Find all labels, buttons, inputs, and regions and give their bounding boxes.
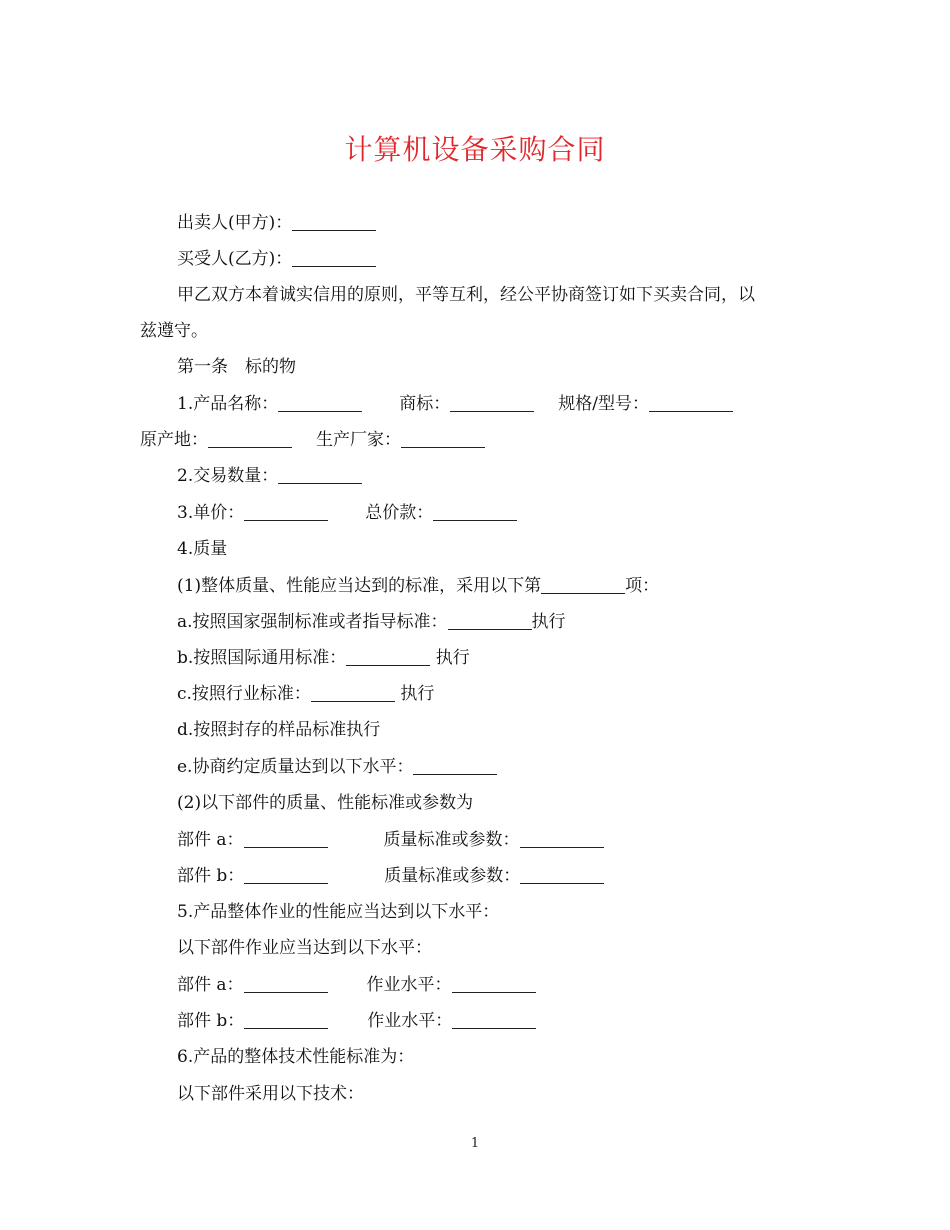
intro-line-1: 甲乙双方本着诚实信用的原则，平等互利，经公平协商签订如下买卖合同，以: [177, 285, 755, 305]
blank-field: [450, 393, 534, 412]
spec-label: 规格/型号：: [558, 394, 649, 414]
product-name-label: 1.产品名称：: [177, 394, 279, 414]
item-6-line: 6.产品的整体技术性能标准为：: [177, 1047, 415, 1067]
quality-a-text: a.按照国家强制标准或者指导标准：: [177, 612, 448, 632]
quality-a-suffix: 执行: [531, 612, 566, 632]
part-b-label: 部件 b：: [177, 866, 245, 886]
total-price-label: 总价款：: [365, 503, 434, 523]
item-5-sub-line: 以下部件作业应当达到以下水平：: [177, 938, 432, 958]
part-a-work-line: [177, 973, 536, 997]
blank-field: [244, 502, 328, 521]
blank-field: [292, 212, 376, 231]
origin-label: 原产地：: [140, 430, 208, 450]
quality-c-text: c.按照行业标准：: [177, 684, 311, 704]
part-a-label: 部件 a：: [177, 975, 244, 995]
blank-field: [448, 611, 532, 630]
blank-field: [520, 865, 604, 884]
part-b-quality-line: [177, 864, 604, 888]
blank-field: [244, 865, 328, 884]
quality-e-line: [177, 755, 497, 779]
quality-b-line: [177, 646, 470, 670]
quality-b-text: b.按照国际通用标准：: [177, 648, 347, 668]
item-4-heading: 4.质量: [177, 539, 228, 559]
quality-c-line: [177, 682, 434, 706]
quality-param-label: 质量标准或参数：: [384, 866, 521, 886]
manufacturer-label: 生产厂家：: [316, 430, 401, 450]
blank-field: [244, 1010, 328, 1029]
quality-1-line: [177, 574, 659, 598]
blank-field: [292, 248, 376, 267]
blank-field: [278, 465, 362, 484]
blank-field: [433, 502, 517, 521]
blank-field: [346, 647, 430, 666]
quality-b-suffix: 执行: [435, 648, 470, 668]
item-6-sub-line: 以下部件采用以下技术：: [177, 1084, 364, 1104]
part-b-work-line: [177, 1009, 536, 1033]
item-1-line-2: [140, 428, 485, 452]
intro-line-2: 兹遵守。: [140, 321, 208, 341]
blank-field: [278, 393, 362, 412]
item-3-line: [177, 501, 517, 525]
blank-field: [520, 829, 604, 848]
document-title: 计算机设备采购合同: [344, 133, 606, 166]
part-a-quality-line: [177, 828, 604, 852]
quality-1-suffix: 项：: [625, 576, 660, 596]
buyer-label: 买受人(乙方)：: [177, 249, 293, 269]
item-2-line: [177, 464, 362, 488]
quality-param-label: 质量标准或参数：: [383, 830, 520, 850]
blank-field: [244, 829, 328, 848]
seller-label: 出卖人(甲方)：: [177, 213, 293, 233]
article-1-heading: 第一条 标的物: [177, 357, 296, 377]
seller-line: [177, 211, 376, 235]
blank-field: [244, 974, 328, 993]
item-1-line: [177, 392, 733, 416]
quality-a-line: [177, 610, 566, 634]
blank-field: [541, 575, 625, 594]
item-5-line: 5.产品整体作业的性能应当达到以下水平：: [177, 902, 500, 922]
quality-d-line: d.按照封存的样品标准执行: [177, 720, 381, 740]
blank-field: [208, 429, 292, 448]
work-level-label: 作业水平：: [366, 975, 452, 995]
blank-field: [452, 974, 536, 993]
trademark-label: 商标：: [399, 394, 451, 414]
blank-field: [649, 393, 733, 412]
part-b-label: 部件 b：: [177, 1011, 245, 1031]
quality-1-text: (1)整体质量、性能应当达到的标准，采用以下第: [177, 576, 542, 596]
blank-field: [452, 1010, 536, 1029]
buyer-line: [177, 247, 376, 271]
blank-field: [401, 429, 485, 448]
quantity-label: 2.交易数量：: [177, 466, 279, 486]
quality-2-line: (2)以下部件的质量、性能标准或参数为: [177, 793, 474, 813]
page-number: 1: [470, 1136, 480, 1151]
part-a-label: 部件 a：: [177, 830, 244, 850]
unit-price-label: 3.单价：: [177, 503, 245, 523]
quality-e-text: e.协商约定质量达到以下水平：: [177, 757, 414, 777]
work-level-label: 作业水平：: [367, 1011, 453, 1031]
quality-c-suffix: 执行: [400, 684, 435, 704]
blank-field: [413, 756, 497, 775]
blank-field: [311, 683, 395, 702]
